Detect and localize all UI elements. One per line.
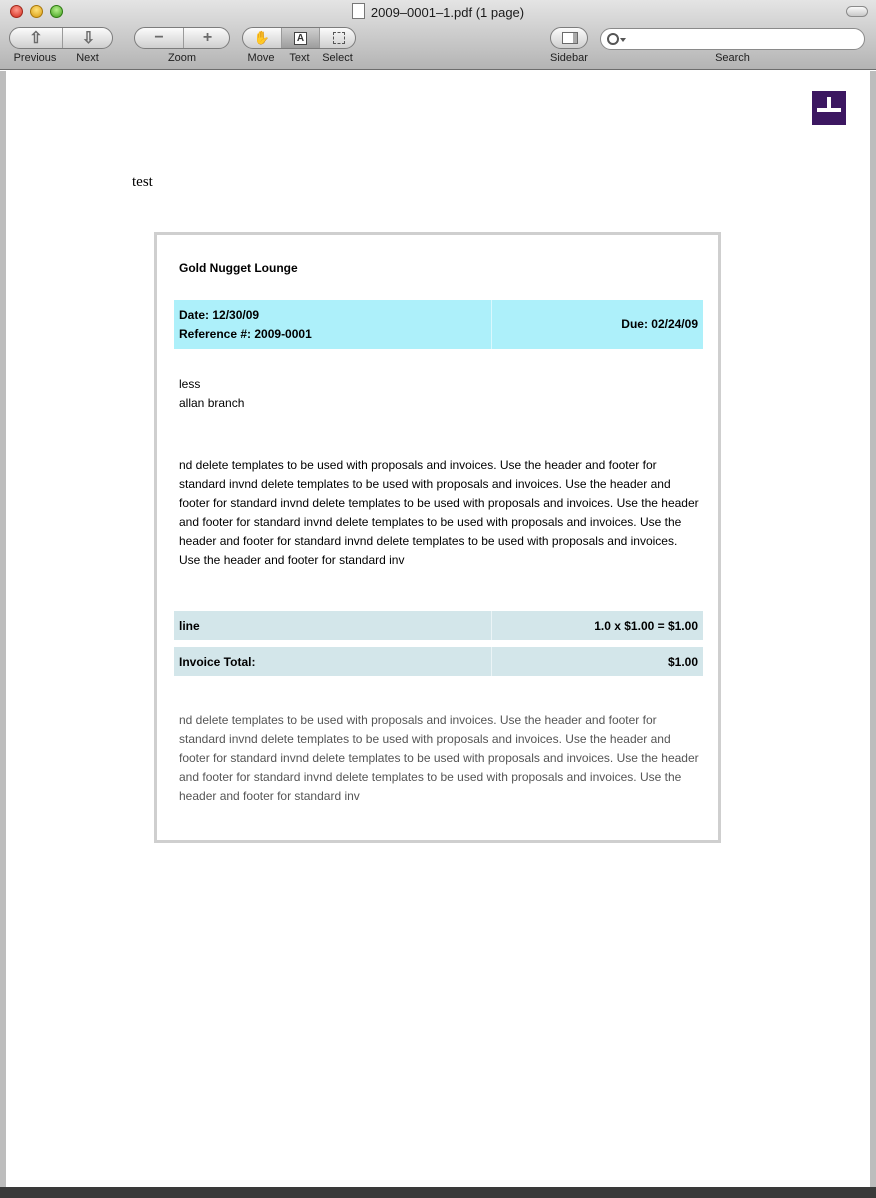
window-title xyxy=(0,3,876,20)
invoice-date: Date: 12/30/09 xyxy=(179,308,260,322)
text-label: Text xyxy=(289,52,310,64)
invoice-header-band xyxy=(174,300,703,349)
line-item-row xyxy=(174,611,703,640)
text-tool-button[interactable] xyxy=(282,28,319,48)
invoice-total-value: $1.00 xyxy=(667,655,698,669)
sidebar-button[interactable] xyxy=(550,27,588,49)
next-button[interactable] xyxy=(63,28,113,48)
zoom-segment xyxy=(134,27,230,49)
previous-next-segment xyxy=(9,27,113,49)
invoice-reference: Reference #: 2009-0001 xyxy=(179,327,312,341)
sidebar-label: Sidebar xyxy=(550,52,588,64)
up-arrow-icon: ⇧ xyxy=(29,30,43,47)
search-label: Search xyxy=(715,52,750,64)
document-heading: test xyxy=(132,174,153,190)
toolbar-toggle-button[interactable] xyxy=(846,6,868,17)
search-field xyxy=(600,28,865,50)
client-address xyxy=(179,375,244,413)
zoom-in-button[interactable] xyxy=(184,28,230,48)
previous-label: Previous xyxy=(13,52,57,64)
tool-mode-segment xyxy=(242,27,356,49)
line-item-amount: 1.0 x $1.00 = $1.00 xyxy=(594,619,698,633)
zoom-out-button[interactable] xyxy=(135,28,183,48)
invoice-box xyxy=(154,232,721,843)
line-item-name: line xyxy=(179,619,200,633)
previous-button[interactable] xyxy=(10,28,62,48)
invoice-intro-text: nd delete templates to be used with proposals and invoices. Use the header and footer for standard invnd delete templates to be used with proposals and invoices. Use the header and footer for standard invnd delete templates to be used with proposals and invoices. Use the header and footer for standard invnd delete templates to be used with proposals and invoices. Use the header and footer for standard invnd delete templates to be used with proposals and invoices. Use the header and footer for standard inv xyxy=(179,458,699,567)
invoice-due-date: Due: 02/24/09 xyxy=(621,317,698,331)
search-options-icon[interactable] xyxy=(620,38,626,42)
invoice-footer-text: nd delete templates to be used with proposals and invoices. Use the header and footer for standard invnd delete templates to be used with proposals and invoices. Use the header and footer for standard invnd delete templates to be used with proposals and invoices. Use the header and footer for standard invnd delete templates to be used with proposals and invoices. Use the header and footer for standard inv xyxy=(179,713,699,803)
search-input[interactable] xyxy=(627,30,861,50)
move-tool-button[interactable] xyxy=(243,28,281,48)
sidebar-icon xyxy=(562,32,578,44)
client-line: allan branch xyxy=(179,396,245,410)
plus-icon: + xyxy=(202,29,213,46)
window-frame-bottom xyxy=(0,1187,876,1198)
pdf-page[interactable] xyxy=(6,71,870,1187)
hand-icon: ✋ xyxy=(253,30,271,45)
next-label: Next xyxy=(76,52,99,64)
select-tool-button[interactable] xyxy=(320,28,356,48)
marquee-select-icon xyxy=(333,32,345,44)
move-label: Move xyxy=(247,52,275,64)
client-line: less xyxy=(179,377,201,391)
pdf-document-icon xyxy=(352,3,365,19)
select-label: Select xyxy=(322,52,353,64)
invoice-total-row xyxy=(174,647,703,676)
text-cursor-icon: A xyxy=(294,32,307,45)
window-title-text: 2009–0001–1.pdf (1 page) xyxy=(370,5,525,20)
toolbar xyxy=(0,0,876,70)
zoom-label: Zoom xyxy=(167,52,197,64)
invoice-total-label: Invoice Total: xyxy=(179,655,256,669)
search-icon xyxy=(607,33,619,45)
minus-icon: − xyxy=(154,29,164,46)
company-logo-icon xyxy=(812,91,846,125)
down-arrow-icon: ⇩ xyxy=(81,30,96,47)
window-frame-right xyxy=(870,71,876,1198)
company-name: Gold Nugget Lounge xyxy=(179,261,298,275)
